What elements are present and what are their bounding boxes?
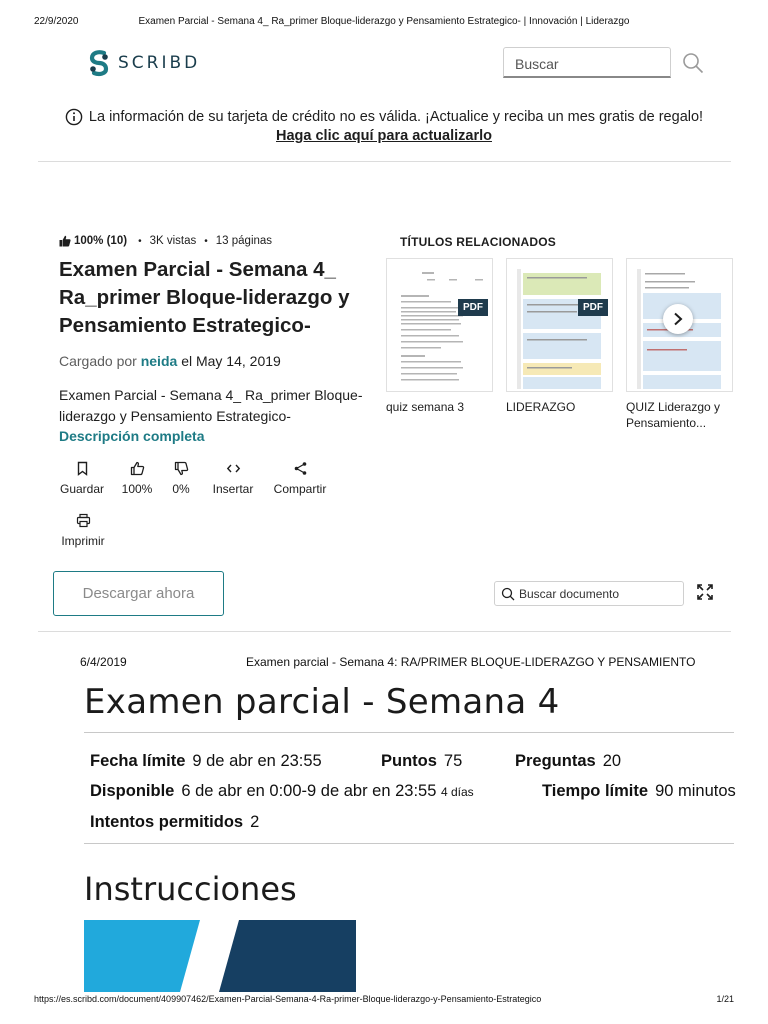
search-icon[interactable] <box>682 52 704 74</box>
time-limit-value: 90 minutos <box>655 782 736 800</box>
availability-label: Disponible <box>90 782 175 800</box>
availability-days: 4 días <box>440 785 474 799</box>
fullscreen-icon[interactable] <box>697 584 713 600</box>
scribd-logo-icon <box>88 50 110 76</box>
update-card-link[interactable]: Haga clic aquí para actualizarlo <box>276 128 492 144</box>
page-header-title: Examen parcial - Semana 4: RA/PRIMER BLOQUE-LIDERAZGO Y PENSAMIENTO <box>246 655 696 669</box>
questions-label: Preguntas <box>515 752 596 770</box>
document-search-input[interactable] <box>494 581 684 606</box>
questions-field <box>515 752 621 771</box>
instructions-heading: Instrucciones <box>84 870 297 908</box>
related-thumbnail <box>506 258 613 392</box>
instructions-banner-image <box>84 920 356 992</box>
thumbs-down-outline-icon <box>174 461 189 476</box>
chevron-right-icon <box>672 312 684 326</box>
share-icon <box>293 461 308 476</box>
attempts-label: Intentos permitidos <box>90 813 244 831</box>
save-button[interactable] <box>58 461 106 496</box>
document-preview-image <box>387 259 494 393</box>
document-preview-image <box>507 259 614 393</box>
upload-date: el May 14, 2019 <box>181 353 281 369</box>
uploaded-by <box>59 353 281 369</box>
divider <box>84 843 734 844</box>
code-icon <box>226 461 241 476</box>
thumbs-up-outline-icon <box>130 461 145 476</box>
print-label: Imprimir <box>61 534 105 548</box>
top-bar <box>0 44 768 84</box>
availability-value: 6 de abr en 0:00-9 de abr en 23:55 <box>181 782 437 800</box>
notice-message: La información de su tarjeta de crédito no es válida. ¡Actualice y reciba un mes gratis de regalo! <box>88 109 704 125</box>
upvote-button[interactable] <box>118 461 156 496</box>
related-title: LIDERAZGO <box>506 400 576 414</box>
page-count: 13 páginas <box>215 235 273 247</box>
points-field <box>381 752 462 771</box>
embed-button[interactable] <box>208 461 258 496</box>
print-page-number: 1/21 <box>716 994 734 1004</box>
uploaded-prefix: Cargado por <box>59 353 137 369</box>
payment-notice <box>0 108 768 144</box>
time-limit-label: Tiempo límite <box>542 782 649 800</box>
carousel-next-button[interactable] <box>663 304 693 334</box>
download-button[interactable]: Descargar ahora <box>53 571 224 616</box>
search-icon <box>501 587 515 601</box>
exam-title: Examen parcial - Semana 4 <box>84 682 560 722</box>
save-label: Guardar <box>59 482 105 496</box>
share-label: Compartir <box>273 482 327 496</box>
time-limit-field <box>542 782 734 801</box>
related-title: quiz semana 3 <box>386 400 465 414</box>
separator-dot: • <box>138 235 142 247</box>
related-titles-heading: TÍTULOS RELACIONADOS <box>400 235 556 249</box>
embed-label: Insertar <box>212 482 254 496</box>
printer-icon <box>76 513 91 528</box>
document-meta <box>59 235 272 247</box>
points-value: 75 <box>443 752 463 770</box>
related-item[interactable] <box>626 258 733 431</box>
attempts-value: 2 <box>250 813 260 831</box>
bookmark-icon <box>75 461 90 476</box>
questions-value: 20 <box>602 752 622 770</box>
downvote-label: 0% <box>172 482 190 496</box>
print-date: 22/9/2020 <box>34 16 79 27</box>
page-date: 6/4/2019 <box>80 655 127 669</box>
logo-text: SCRIBD <box>118 53 201 73</box>
related-item[interactable] <box>506 258 613 416</box>
view-count: 3K vistas <box>149 235 197 247</box>
related-carousel <box>384 250 721 440</box>
search-input[interactable]: Buscar <box>503 47 671 78</box>
rating: 100% (10) <box>74 235 128 247</box>
info-icon <box>65 108 83 126</box>
thumbs-up-icon <box>59 235 71 247</box>
related-title: QUIZ Liderazgo y Pensamiento... <box>626 400 721 430</box>
full-description-link[interactable]: Descripción completa <box>59 428 205 444</box>
document-title: Examen Parcial - Semana 4_ Ra_primer Bloque-liderazgo y Pensamiento Estrategico- <box>59 258 350 337</box>
author-link[interactable]: neida <box>140 353 178 369</box>
availability-field <box>90 782 474 801</box>
document-page-preview <box>0 632 768 992</box>
due-date-field <box>90 752 322 771</box>
pdf-badge: PDF <box>578 299 608 316</box>
share-button[interactable] <box>270 461 330 496</box>
print-url: https://es.scribd.com/document/409907462/Examen-Parcial-Semana-4-Ra-primer-Bloque-liderazgo-y-Pensamiento-Estrategico <box>34 994 542 1004</box>
separator-dot: • <box>204 235 208 247</box>
print-title: Examen Parcial - Semana 4_ Ra_primer Bloque-liderazgo y Pensamiento Estrategico- | Innovación | Liderazgo <box>138 16 630 27</box>
due-date-value: 9 de abr en 23:55 <box>192 752 322 770</box>
document-description <box>59 385 374 447</box>
description-text: Examen Parcial - Semana 4_ Ra_primer Bloque-liderazgo y Pensamiento Estrategico- <box>59 387 363 424</box>
scribd-logo[interactable] <box>88 50 200 76</box>
pdf-badge: PDF <box>458 299 488 316</box>
divider <box>84 732 734 733</box>
downvote-button[interactable] <box>166 461 196 496</box>
upvote-label: 100% <box>121 482 153 496</box>
attempts-field <box>90 813 259 832</box>
due-date-label: Fecha límite <box>90 752 186 770</box>
print-button[interactable] <box>55 513 111 548</box>
points-label: Puntos <box>381 752 437 770</box>
document-search-placeholder: Buscar documento <box>519 586 620 601</box>
related-thumbnail <box>386 258 493 392</box>
related-item[interactable] <box>386 258 493 416</box>
divider <box>38 161 731 162</box>
